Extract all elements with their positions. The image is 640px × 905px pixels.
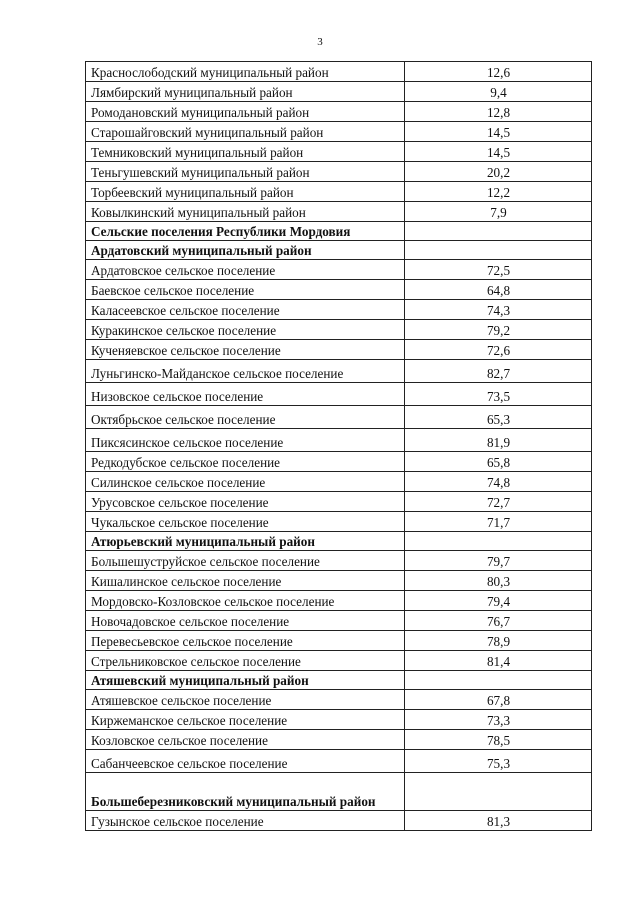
row-name: Большешуструйское сельское поселение bbox=[86, 551, 405, 571]
row-value: 81,3 bbox=[405, 811, 592, 831]
row-name: Ардатовское сельское поселение bbox=[86, 260, 405, 280]
row-value: 65,8 bbox=[405, 452, 592, 472]
table-row bbox=[86, 406, 592, 429]
row-name: Козловское сельское поселение bbox=[86, 730, 405, 750]
table-row bbox=[86, 710, 592, 730]
row-name: Лямбирский муниципальный район bbox=[86, 82, 405, 102]
row-value: 72,5 bbox=[405, 260, 592, 280]
row-value: 20,2 bbox=[405, 162, 592, 182]
table-row bbox=[86, 280, 592, 300]
row-value: 79,2 bbox=[405, 320, 592, 340]
row-value: 74,8 bbox=[405, 472, 592, 492]
table-row bbox=[86, 162, 592, 182]
row-value: 14,5 bbox=[405, 142, 592, 162]
section-row bbox=[86, 222, 592, 241]
row-value: 78,5 bbox=[405, 730, 592, 750]
row-name: Старошайговский муниципальный район bbox=[86, 122, 405, 142]
row-name: Атяшевское сельское поселение bbox=[86, 690, 405, 710]
data-table bbox=[85, 61, 592, 831]
row-name: Низовское сельское поселение bbox=[86, 383, 405, 406]
table-row bbox=[86, 611, 592, 631]
table-row bbox=[86, 300, 592, 320]
table-row bbox=[86, 182, 592, 202]
row-value: 82,7 bbox=[405, 360, 592, 383]
row-value bbox=[405, 222, 592, 241]
row-value: 64,8 bbox=[405, 280, 592, 300]
row-name: Ковылкинский муниципальный район bbox=[86, 202, 405, 222]
row-name: Гузынское сельское поселение bbox=[86, 811, 405, 831]
section-heading: Большеберезниковский муниципальный район bbox=[86, 773, 405, 811]
row-name: Редкодубское сельское поселение bbox=[86, 452, 405, 472]
row-name: Киржеманское сельское поселение bbox=[86, 710, 405, 730]
row-name: Силинское сельское поселение bbox=[86, 472, 405, 492]
table-row bbox=[86, 383, 592, 406]
table-row bbox=[86, 492, 592, 512]
row-value: 72,6 bbox=[405, 340, 592, 360]
row-value: 65,3 bbox=[405, 406, 592, 429]
table-row bbox=[86, 62, 592, 82]
table-row bbox=[86, 631, 592, 651]
row-value: 80,3 bbox=[405, 571, 592, 591]
row-name: Баевское сельское поселение bbox=[86, 280, 405, 300]
table-row bbox=[86, 591, 592, 611]
row-name: Октябрьское сельское поселение bbox=[86, 406, 405, 429]
row-name: Стрельниковское сельское поселение bbox=[86, 651, 405, 671]
row-name: Ромодановский муниципальный район bbox=[86, 102, 405, 122]
row-name: Мордовско-Козловское сельское поселение bbox=[86, 591, 405, 611]
row-value: 73,5 bbox=[405, 383, 592, 406]
row-name: Темниковский муниципальный район bbox=[86, 142, 405, 162]
row-name: Сабанчеевское сельское поселение bbox=[86, 750, 405, 773]
row-name: Новочадовское сельское поселение bbox=[86, 611, 405, 631]
table-row bbox=[86, 571, 592, 591]
section-heading: Ардатовский муниципальный район bbox=[86, 241, 405, 260]
section-row bbox=[86, 241, 592, 260]
row-name: Урусовское сельское поселение bbox=[86, 492, 405, 512]
row-value: 9,4 bbox=[405, 82, 592, 102]
row-value: 12,2 bbox=[405, 182, 592, 202]
table-row bbox=[86, 472, 592, 492]
row-name: Торбеевский муниципальный район bbox=[86, 182, 405, 202]
section-heading: Атяшевский муниципальный район bbox=[86, 671, 405, 690]
row-value: 71,7 bbox=[405, 512, 592, 532]
table-row bbox=[86, 320, 592, 340]
row-name: Перевесьевское сельское поселение bbox=[86, 631, 405, 651]
table-row bbox=[86, 452, 592, 472]
table-row bbox=[86, 750, 592, 773]
section-row bbox=[86, 671, 592, 690]
table-row bbox=[86, 551, 592, 571]
table-row bbox=[86, 811, 592, 831]
row-value: 7,9 bbox=[405, 202, 592, 222]
row-value: 79,7 bbox=[405, 551, 592, 571]
row-value: 72,7 bbox=[405, 492, 592, 512]
row-name: Каласеевское сельское поселение bbox=[86, 300, 405, 320]
row-name: Теньгушевский муниципальный район bbox=[86, 162, 405, 182]
row-name: Кученяевское сельское поселение bbox=[86, 340, 405, 360]
row-value: 67,8 bbox=[405, 690, 592, 710]
row-value: 76,7 bbox=[405, 611, 592, 631]
row-value: 73,3 bbox=[405, 710, 592, 730]
row-name: Пиксясинское сельское поселение bbox=[86, 429, 405, 452]
table-row bbox=[86, 142, 592, 162]
row-value bbox=[405, 241, 592, 260]
table-row bbox=[86, 202, 592, 222]
row-value: 75,3 bbox=[405, 750, 592, 773]
table-row bbox=[86, 102, 592, 122]
section-heading: Атюрьевский муниципальный район bbox=[86, 532, 405, 551]
section-row bbox=[86, 532, 592, 551]
page-number: 3 bbox=[317, 36, 323, 48]
table-row bbox=[86, 651, 592, 671]
table-row bbox=[86, 360, 592, 383]
row-value bbox=[405, 773, 592, 811]
table-row bbox=[86, 690, 592, 710]
row-value: 14,5 bbox=[405, 122, 592, 142]
row-value: 81,4 bbox=[405, 651, 592, 671]
row-name: Луньгинско-Майданское сельское поселение bbox=[86, 360, 405, 383]
row-name: Чукальское сельское поселение bbox=[86, 512, 405, 532]
row-value: 79,4 bbox=[405, 591, 592, 611]
row-name: Кишалинское сельское поселение bbox=[86, 571, 405, 591]
row-value bbox=[405, 671, 592, 690]
section-row bbox=[86, 773, 592, 811]
row-value: 74,3 bbox=[405, 300, 592, 320]
row-value: 78,9 bbox=[405, 631, 592, 651]
table-row bbox=[86, 340, 592, 360]
row-name: Куракинское сельское поселение bbox=[86, 320, 405, 340]
table-row bbox=[86, 730, 592, 750]
row-value: 12,8 bbox=[405, 102, 592, 122]
row-name: Краснослободский муниципальный район bbox=[86, 62, 405, 82]
row-value bbox=[405, 532, 592, 551]
row-value: 81,9 bbox=[405, 429, 592, 452]
table-row bbox=[86, 429, 592, 452]
table-row bbox=[86, 260, 592, 280]
table-row bbox=[86, 82, 592, 102]
table-row bbox=[86, 512, 592, 532]
section-heading: Сельские поселения Республики Мордовия bbox=[86, 222, 405, 241]
row-value: 12,6 bbox=[405, 62, 592, 82]
table-row bbox=[86, 122, 592, 142]
